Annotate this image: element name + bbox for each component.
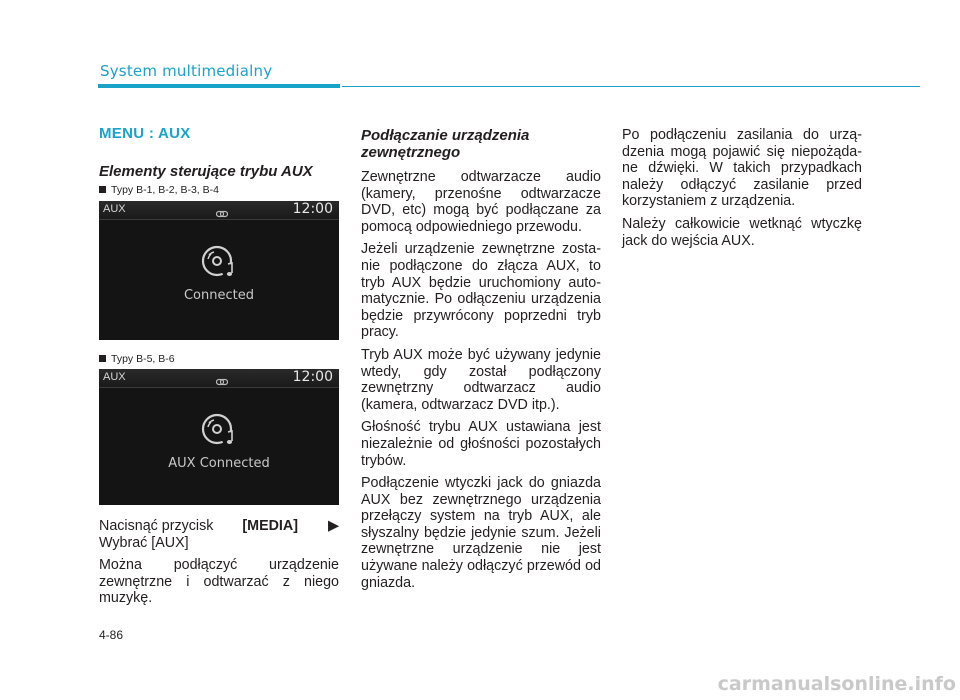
right-paragraph: Należy całkowicie wetknąć wtyczkę jack do wejścia AUX. — [622, 215, 862, 249]
section-header: System multimedialny — [100, 62, 273, 80]
screen-clock: 12:00 — [292, 201, 333, 217]
middle-paragraph: Głośność trybu AUX ustawiana jest niezależnie od głośności pozostałych trybów. — [361, 419, 601, 469]
aux-screen-b5 — [99, 369, 339, 505]
instruction-text: Nacisnąć przycisk — [99, 518, 214, 534]
middle-paragraph: Tryb AUX może być używany jedynie wtedy, gdy został podłączony zewnętrzny odtwarzacz audio (kamera, odtwarzacz DVD itp.). — [361, 346, 601, 413]
menu-title: MENU : AUX — [99, 125, 191, 142]
connection-status: AUX Connected — [168, 456, 270, 471]
middle-column — [361, 127, 601, 597]
square-bullet-icon — [99, 186, 106, 193]
link-icon — [216, 205, 228, 223]
disc-music-icon — [200, 411, 240, 456]
caption-types-b1-b4: Typy B-1, B-2, B-3, B-4 — [99, 184, 219, 196]
caption-types-b5-b6: Typy B-5, B-6 — [99, 353, 175, 365]
header-rule-thin — [342, 86, 920, 87]
connection-status: Connected — [183, 288, 254, 303]
media-instruction — [99, 518, 339, 613]
disc-music-icon — [200, 243, 240, 288]
aux-screen-b1 — [99, 201, 339, 340]
square-bullet-icon — [99, 355, 106, 362]
watermark: carmanualsonline.info — [717, 673, 956, 695]
link-icon — [216, 373, 228, 391]
middle-paragraph: Jeżeli urządzenie zewnętrzne zostanie podłączone do złącza AUX, to tryb AUX będzie uruchomiony automatycznie. Po odłączeniu urządzenia będzie przywrócony poprzedni tryb pracy. — [361, 241, 601, 341]
aux-description: Można podłączyć urządzenie zewnętrzne i odtwarzać z niego muzykę. — [99, 557, 339, 607]
arrow-right-icon: ▶ — [328, 518, 339, 534]
screen-mode-label: AUX — [103, 371, 126, 383]
right-paragraph: Po podłączeniu zasilania do urządzenia mogą pojawić się niepożądane dźwięki. W takich przypadkach należy odłączyć zasilanie przed korzystaniem z urządzenia. — [622, 127, 862, 210]
media-button-label: [MEDIA] — [242, 518, 298, 534]
right-column — [622, 127, 862, 255]
page-number: 4-86 — [99, 628, 124, 642]
external-device-heading: Podłączanie urządzenia zewnętrznego — [361, 127, 530, 161]
middle-paragraph: Zewnętrzne odtwarzacze audio (kamery, przenośne odtwarzacze DVD, etc) mogą być podłączane za pomocą odpowiedniego przewodu. — [361, 169, 601, 235]
aux-controls-heading: Elementy sterujące trybu AUX — [99, 163, 313, 180]
header-rule-thick — [98, 84, 340, 88]
screen-mode-label: AUX — [103, 203, 126, 215]
middle-paragraph: Podłączenie wtyczki jack do gniazda AUX bez zewnętrznego urządzenia przełączy system na tryb AUX, ale słyszalny będzie jedynie szum. Jeżeli zewnętrzne urządzenie nie jest używane należy odłączyć przewód od gniazda. — [361, 475, 601, 591]
screen-clock: 12:00 — [292, 369, 333, 385]
select-aux-text: Wybrać [AUX] — [99, 534, 189, 551]
